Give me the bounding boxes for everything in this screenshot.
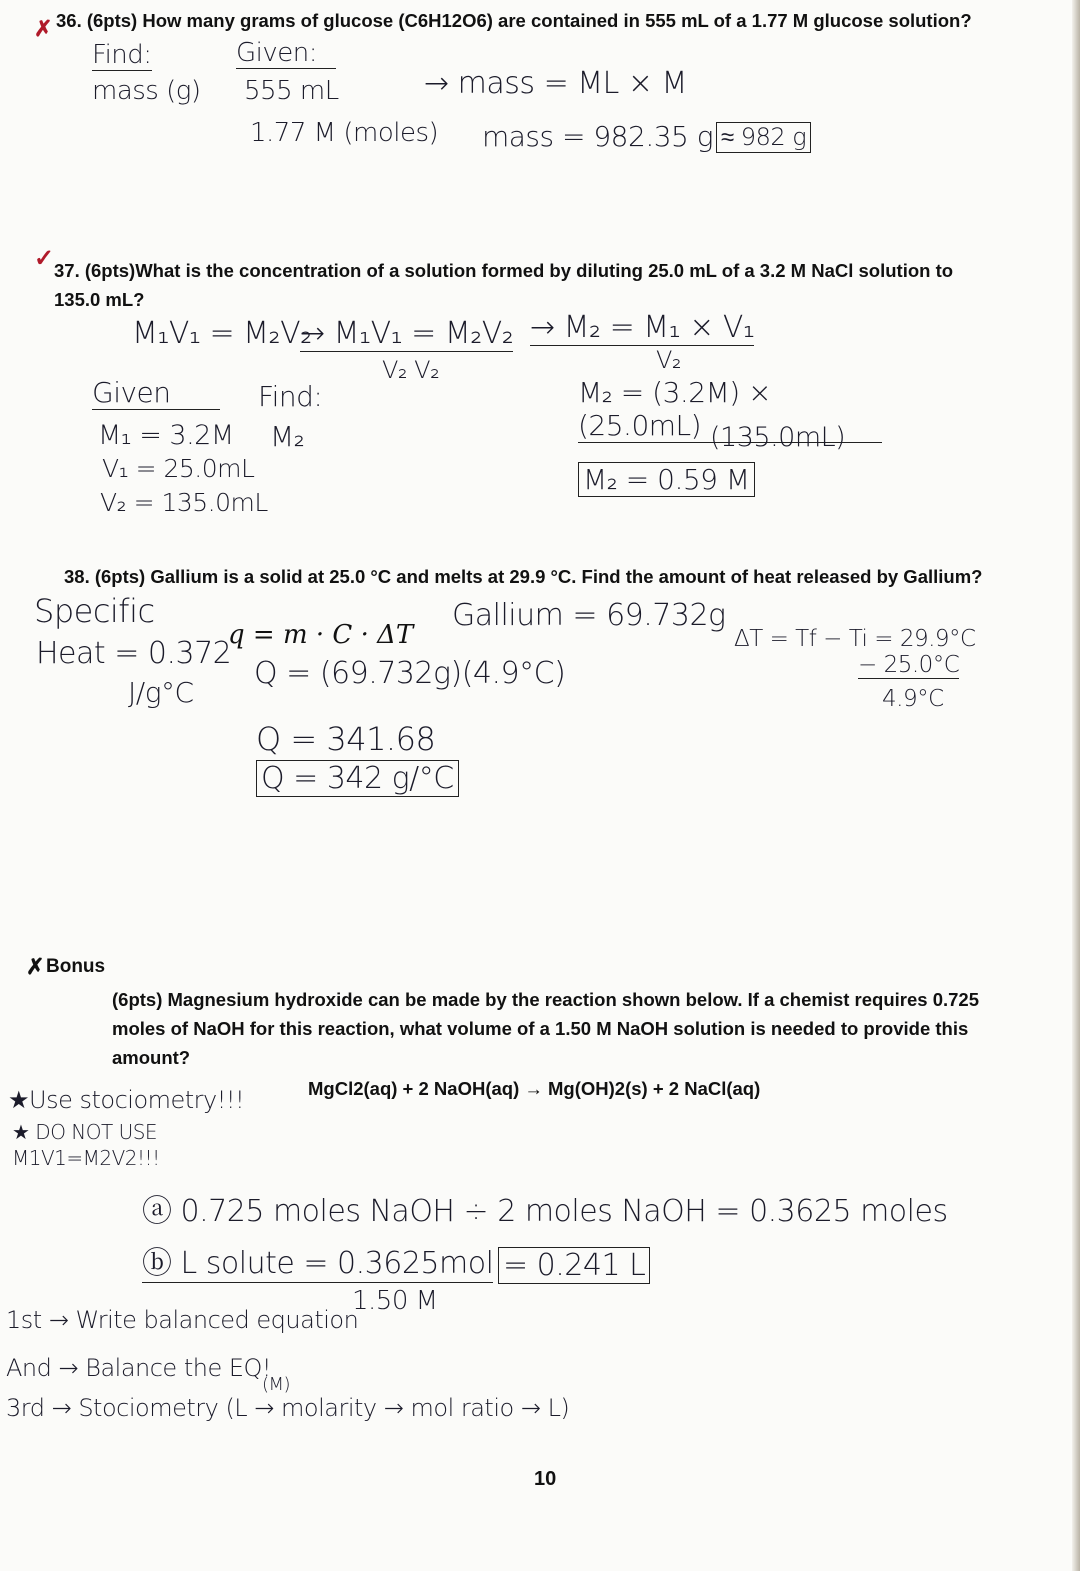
q37-formula-rearranged: → M₂ = M₁ × V₁	[530, 310, 755, 345]
bonus-step-a: ⓐ 0.725 moles NaOH ÷ 2 moles NaOH = 0.3625 moles	[142, 1194, 948, 1229]
bonus-note-dilution-formula: M1V1=M2V2!!!	[12, 1146, 160, 1170]
q36-given-label: Given:	[236, 38, 336, 69]
q37-answer-box: M₂ = 0.59 M	[578, 462, 755, 497]
q37-given-v2: V₂ = 135.0mL	[100, 488, 268, 517]
q38-heat-formula: q = m · C · ΔT	[228, 620, 414, 650]
q36-formula: → mass = ML × M	[424, 66, 687, 101]
q36-find-label: Find:	[92, 40, 152, 70]
q37-given-m1: M₁ = 3.2M	[98, 420, 234, 451]
bonus-step-b-denominator: 1.50 M	[352, 1286, 438, 1316]
q38-delta-t: ΔT = Tf − Ti = 29.9°C	[734, 626, 976, 652]
bonus-tip-molarity-label: (M)	[262, 1374, 291, 1395]
q38-specific-heat-label: Specific	[34, 592, 155, 630]
q37-given-label: Given	[92, 376, 220, 410]
wrong-mark-36: ✗	[34, 16, 53, 41]
q37-formula-divide: → M₁V₁ = M₂V₂	[300, 316, 514, 351]
q37-calc-numerator: M₂ = (3.2M) × (25.0mL)	[578, 376, 882, 443]
bonus-answer-box	[498, 1248, 650, 1283]
question-36-text: 36. (6pts) How many grams of glucose (C6H12O6) are contained in 555 mL of a 1.77 M glucose solution?	[56, 10, 972, 31]
q38-specific-heat-unit: J/g°C	[128, 676, 194, 709]
bonus-note-do-not-use: ★ DO NOT USE	[12, 1120, 158, 1144]
q38-result: Q = 341.68	[256, 720, 436, 758]
bonus-reaction: MgCl2(aq) + 2 NaOH(aq) → Mg(OH)2(s) + 2 NaCl(aq)	[308, 1078, 761, 1099]
bonus-tip-step-3: 3rd → Stociometry (L → molarity → mol ratio → L)	[6, 1394, 570, 1422]
q36-answer-box: ≈ 982 g	[716, 122, 811, 153]
q36-given-volume: 555 mL	[244, 76, 339, 106]
q37-given-v1: V₁ = 25.0mL	[102, 454, 255, 483]
q38-substitution: Q = (69.732g)(4.9°C)	[254, 656, 566, 691]
q38-delta-t-result: 4.9°C	[882, 686, 944, 712]
q36-result: mass = 982.35 g	[482, 120, 714, 153]
bonus-step-b: ⓑ L solute = 0.3625mol	[142, 1238, 493, 1283]
wrong-mark-bonus: ✗	[26, 954, 45, 979]
bonus-note-stoichiometry: ★Use stociometry!!!	[8, 1086, 245, 1114]
question-37-text: 37. (6pts)What is the concentration of a solution formed by diluting 25.0 mL of a 3.2 M NaCl solution to 135.0 mL?	[54, 260, 954, 310]
bonus-answer-value: = 0.241 L	[498, 1247, 650, 1284]
q36-given-molarity: 1.77 M (moles)	[250, 118, 439, 148]
q37-find-value: M₂	[270, 420, 305, 453]
q37-formula-rearranged-denominator: V₂	[656, 346, 682, 374]
check-mark-37: ✓	[34, 245, 55, 272]
q37-find-label: Find:	[258, 380, 323, 413]
q36-find-value: mass (g)	[92, 76, 201, 106]
bonus-question-text: (6pts) Magnesium hydroxide can be made by the reaction shown below. If a chemist requires 0.725 moles of NaOH for this reaction, what volume of a 1.50 M NaOH solution is needed to provide this amount?	[112, 989, 979, 1068]
bonus-tip-step-2: And → Balance the EQ!	[6, 1354, 272, 1382]
q37-calc-denominator: (135.0mL)	[710, 422, 846, 453]
page-number: 10	[534, 1468, 557, 1490]
question-38-text: 38. (6pts) Gallium is a solid at 25.0 °C and melts at 29.9 °C. Find the amount of heat released by Gallium?	[64, 566, 983, 587]
q37-formula-divide-denominator: V₂ V₂	[382, 356, 440, 384]
q38-answer-box: Q = 342 g/°C	[256, 760, 459, 797]
page-edge-shadow	[1072, 0, 1080, 1571]
q38-gallium-mass: Gallium = 69.732g	[452, 598, 726, 633]
bonus-label: Bonus	[46, 956, 106, 977]
q38-specific-heat-value: Heat = 0.372	[36, 636, 232, 671]
q38-delta-t-subtract: − 25.0°C	[858, 652, 960, 678]
bonus-tip-step-1: 1st → Write balanced equation	[6, 1306, 359, 1334]
q37-formula-dilution: M₁V₁ = M₂V₂	[132, 316, 312, 351]
